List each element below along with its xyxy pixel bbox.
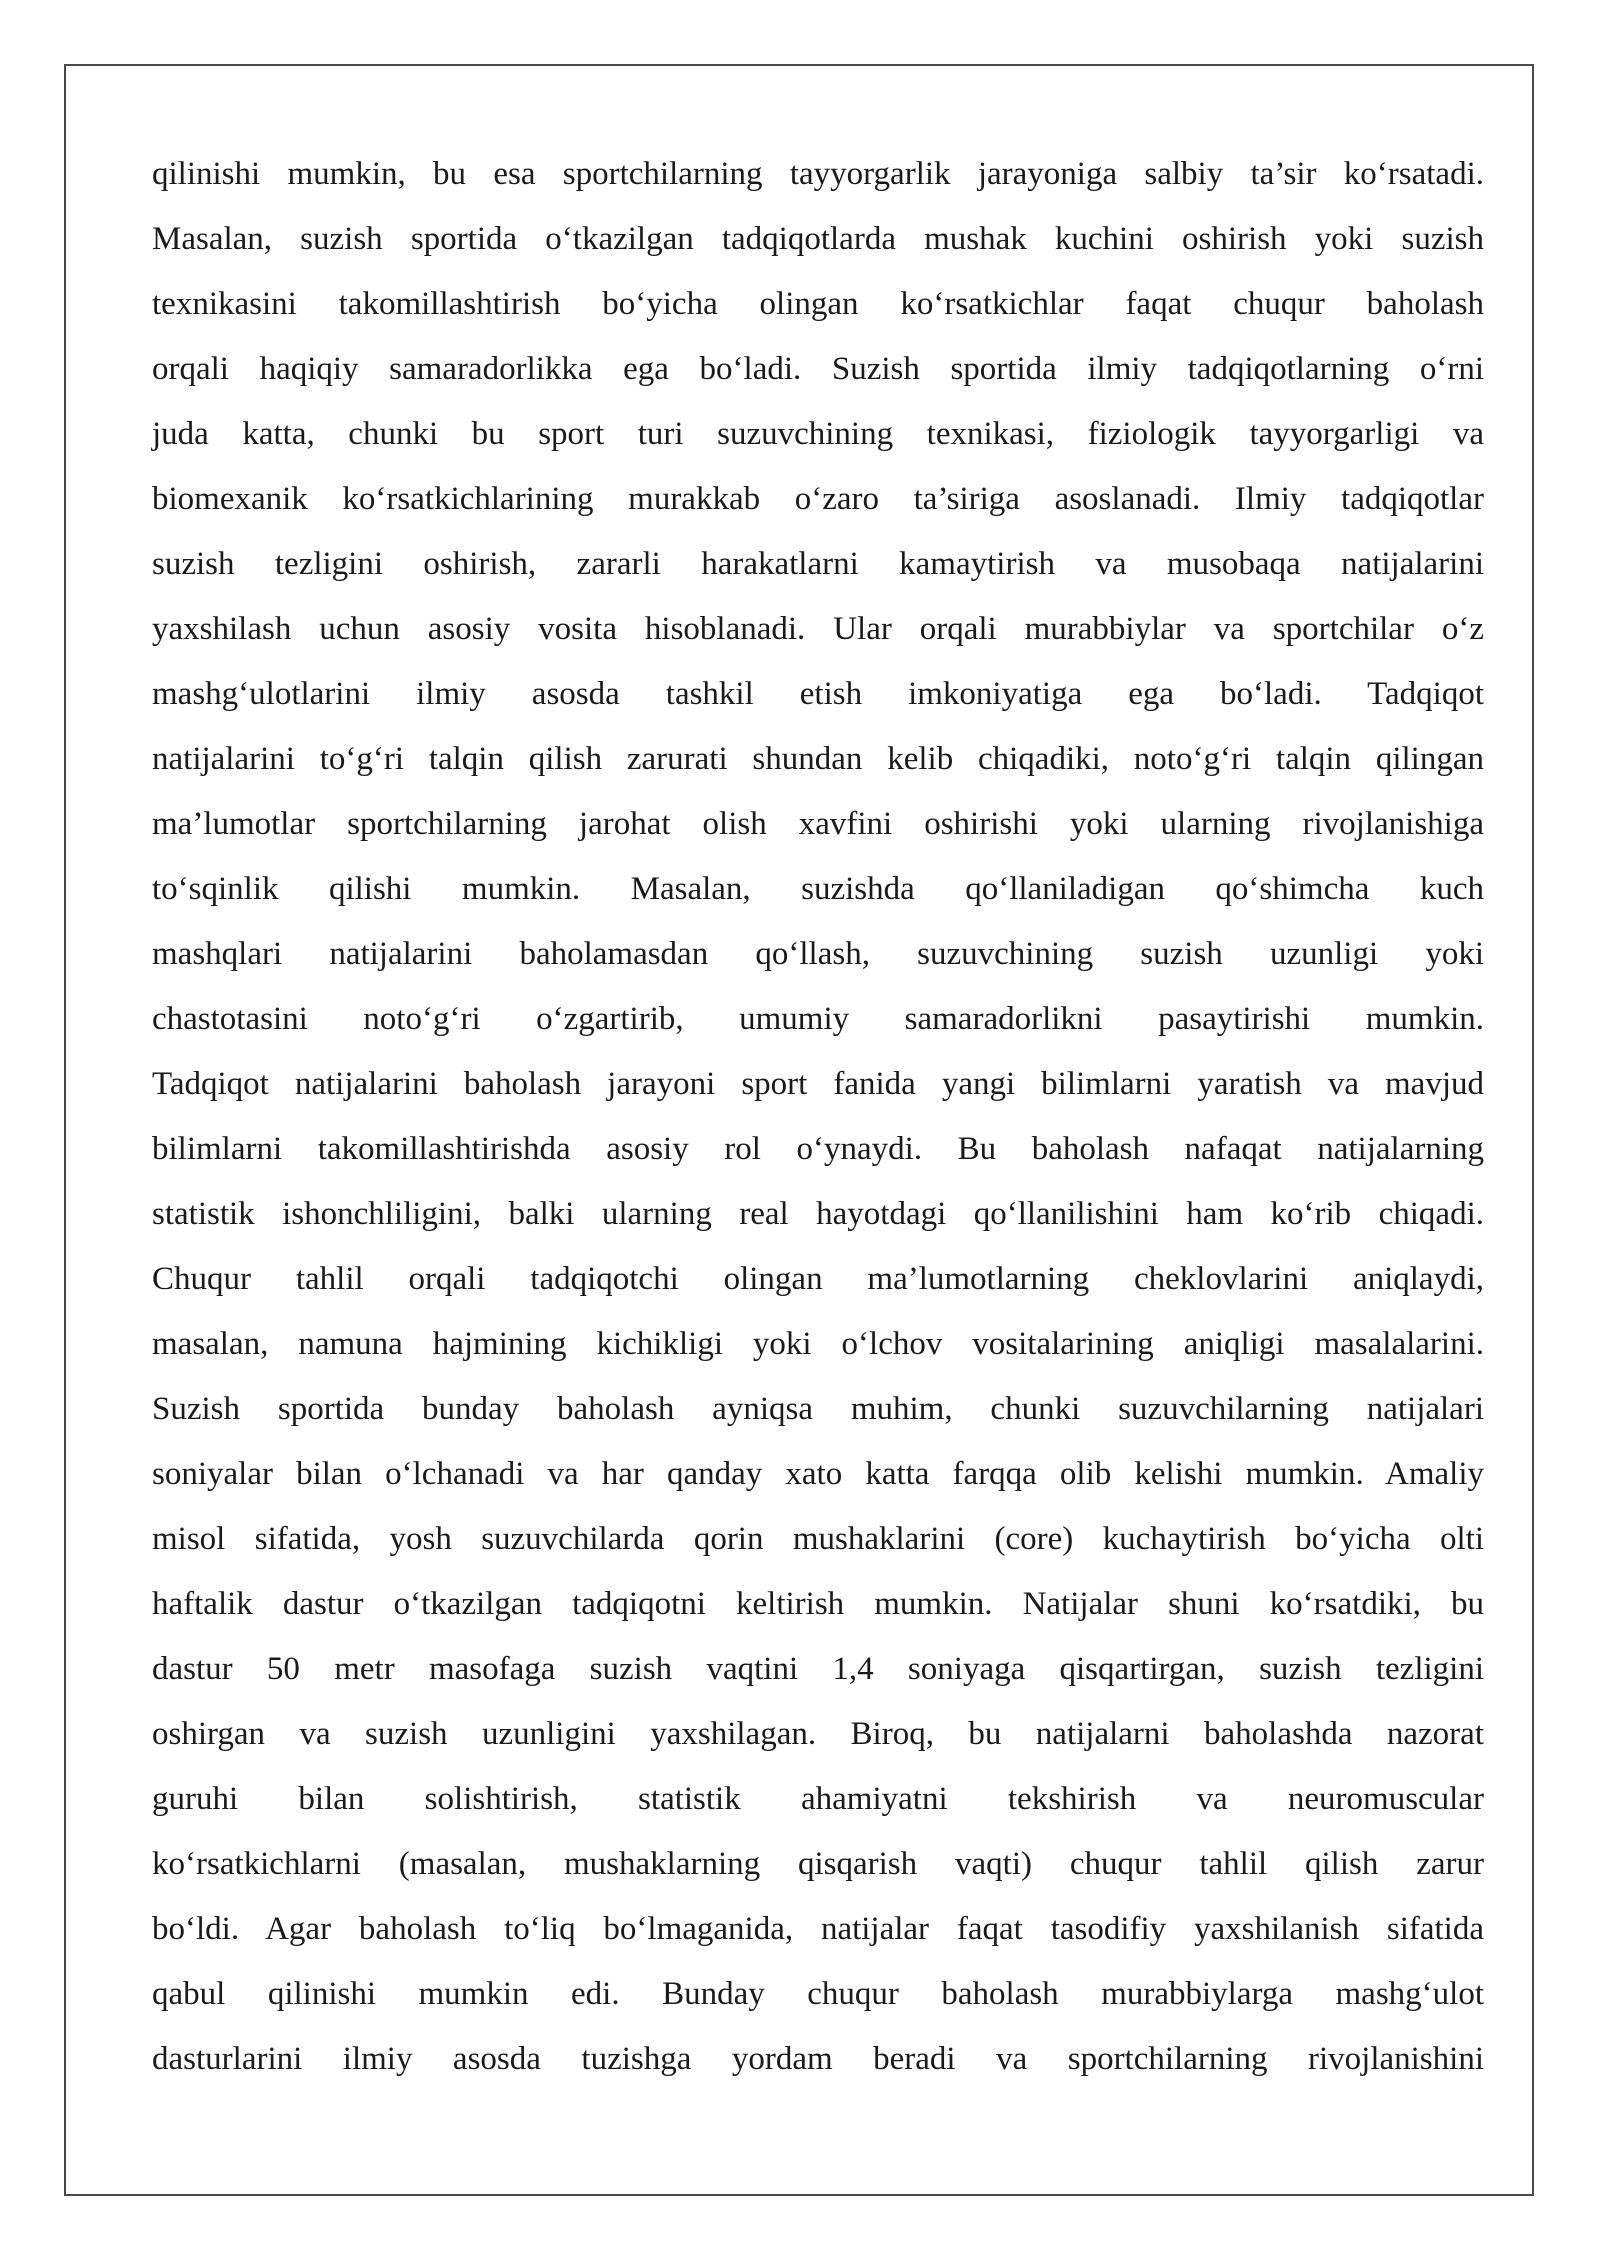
text-line: haftalik dastur o‘tkazilgan tadqiqotni keltirish mumkin. Natijalar shuni ko‘rsatdiki, bu [152, 1586, 1484, 1622]
text-line: chastotasini noto‘g‘ri o‘zgartirib, umumiy samaradorlikni pasaytirishi mumkin. [152, 1001, 1484, 1037]
text-line: qabul qilinishi mumkin edi. Bunday chuqur baholash murabbiylarga mashg‘ulot [152, 1976, 1484, 2012]
text-line: juda katta, chunki bu sport turi suzuvchining texnikasi, fiziologik tayyorgarligi va [152, 416, 1484, 452]
text-line: qilinishi mumkin, bu esa sportchilarning tayyorgarlik jarayoniga salbiy ta’sir ko‘rsatadi. [152, 156, 1484, 192]
text-line: yaxshilash uchun asosiy vosita hisoblanadi. Ular orqali murabbiylar va sportchilar o‘z [152, 611, 1484, 647]
text-line: ma’lumotlar sportchilarning jarohat olish xavfini oshirishi yoki ularning rivojlanishiga [152, 806, 1484, 842]
text-line: to‘sqinlik qilishi mumkin. Masalan, suzishda qo‘llaniladigan qo‘shimcha kuch [152, 871, 1484, 907]
text-line: Suzish sportida bunday baholash ayniqsa muhim, chunki suzuvchilarning natijalari [152, 1391, 1484, 1427]
text-line: mashg‘ulotlarini ilmiy asosda tashkil etish imkoniyatiga ega bo‘ladi. Tadqiqot [152, 676, 1484, 712]
text-line: misol sifatida, yosh suzuvchilarda qorin mushaklarini (core) kuchaytirish bo‘yicha olti [152, 1521, 1484, 1557]
text-line: dasturlarini ilmiy asosda tuzishga yordam beradi va sportchilarning rivojlanishini [152, 2041, 1484, 2077]
text-line: masalan, namuna hajmining kichikligi yoki o‘lchov vositalarining aniqligi masalalarini. [152, 1326, 1484, 1362]
document-body [152, 142, 1484, 2092]
text-line: mashqlari natijalarini baholamasdan qo‘llash, suzuvchining suzish uzunligi yoki [152, 936, 1484, 972]
text-line: biomexanik ko‘rsatkichlarining murakkab o‘zaro ta’siriga asoslanadi. Ilmiy tadqiqotlar [152, 481, 1484, 517]
text-line: Masalan, suzish sportida o‘tkazilgan tadqiqotlarda mushak kuchini oshirish yoki suzish [152, 221, 1484, 257]
text-line: bilimlarni takomillashtirishda asosiy rol o‘ynaydi. Bu baholash nafaqat natijalarning [152, 1131, 1484, 1167]
text-line: natijalarini to‘g‘ri talqin qilish zarurati shundan kelib chiqadiki, noto‘g‘ri talqin qilingan [152, 741, 1484, 777]
text-line: guruhi bilan solishtirish, statistik ahamiyatni tekshirish va neuromuscular [152, 1781, 1484, 1817]
text-line: texnikasini takomillashtirish bo‘yicha olingan ko‘rsatkichlar faqat chuqur baholash [152, 286, 1484, 322]
text-line: dastur 50 metr masofaga suzish vaqtini 1,4 soniyaga qisqartirgan, suzish tezligini [152, 1651, 1484, 1687]
text-line: bo‘ldi. Agar baholash to‘liq bo‘lmaganida, natijalar faqat tasodifiy yaxshilanish sifatida [152, 1911, 1484, 1947]
text-line: statistik ishonchliligini, balki ularning real hayotdagi qo‘llanilishini ham ko‘rib chiqadi. [152, 1196, 1484, 1232]
text-line: suzish tezligini oshirish, zararli harakatlarni kamaytirish va musobaqa natijalarini [152, 546, 1484, 582]
text-line: orqali haqiqiy samaradorlikka ega bo‘ladi. Suzish sportida ilmiy tadqiqotlarning o‘rni [152, 351, 1484, 387]
text-line: Chuqur tahlil orqali tadqiqotchi olingan ma’lumotlarning cheklovlarini aniqlaydi, [152, 1261, 1484, 1297]
text-line: oshirgan va suzish uzunligini yaxshilagan. Biroq, bu natijalarni baholashda nazorat [152, 1716, 1484, 1752]
text-line: Tadqiqot natijalarini baholash jarayoni sport fanida yangi bilimlarni yaratish va mavjud [152, 1066, 1484, 1102]
text-line: soniyalar bilan o‘lchanadi va har qanday xato katta farqqa olib kelishi mumkin. Amaliy [152, 1456, 1484, 1492]
text-line: ko‘rsatkichlarni (masalan, mushaklarning qisqarish vaqti) chuqur tahlil qilish zarur [152, 1846, 1484, 1882]
